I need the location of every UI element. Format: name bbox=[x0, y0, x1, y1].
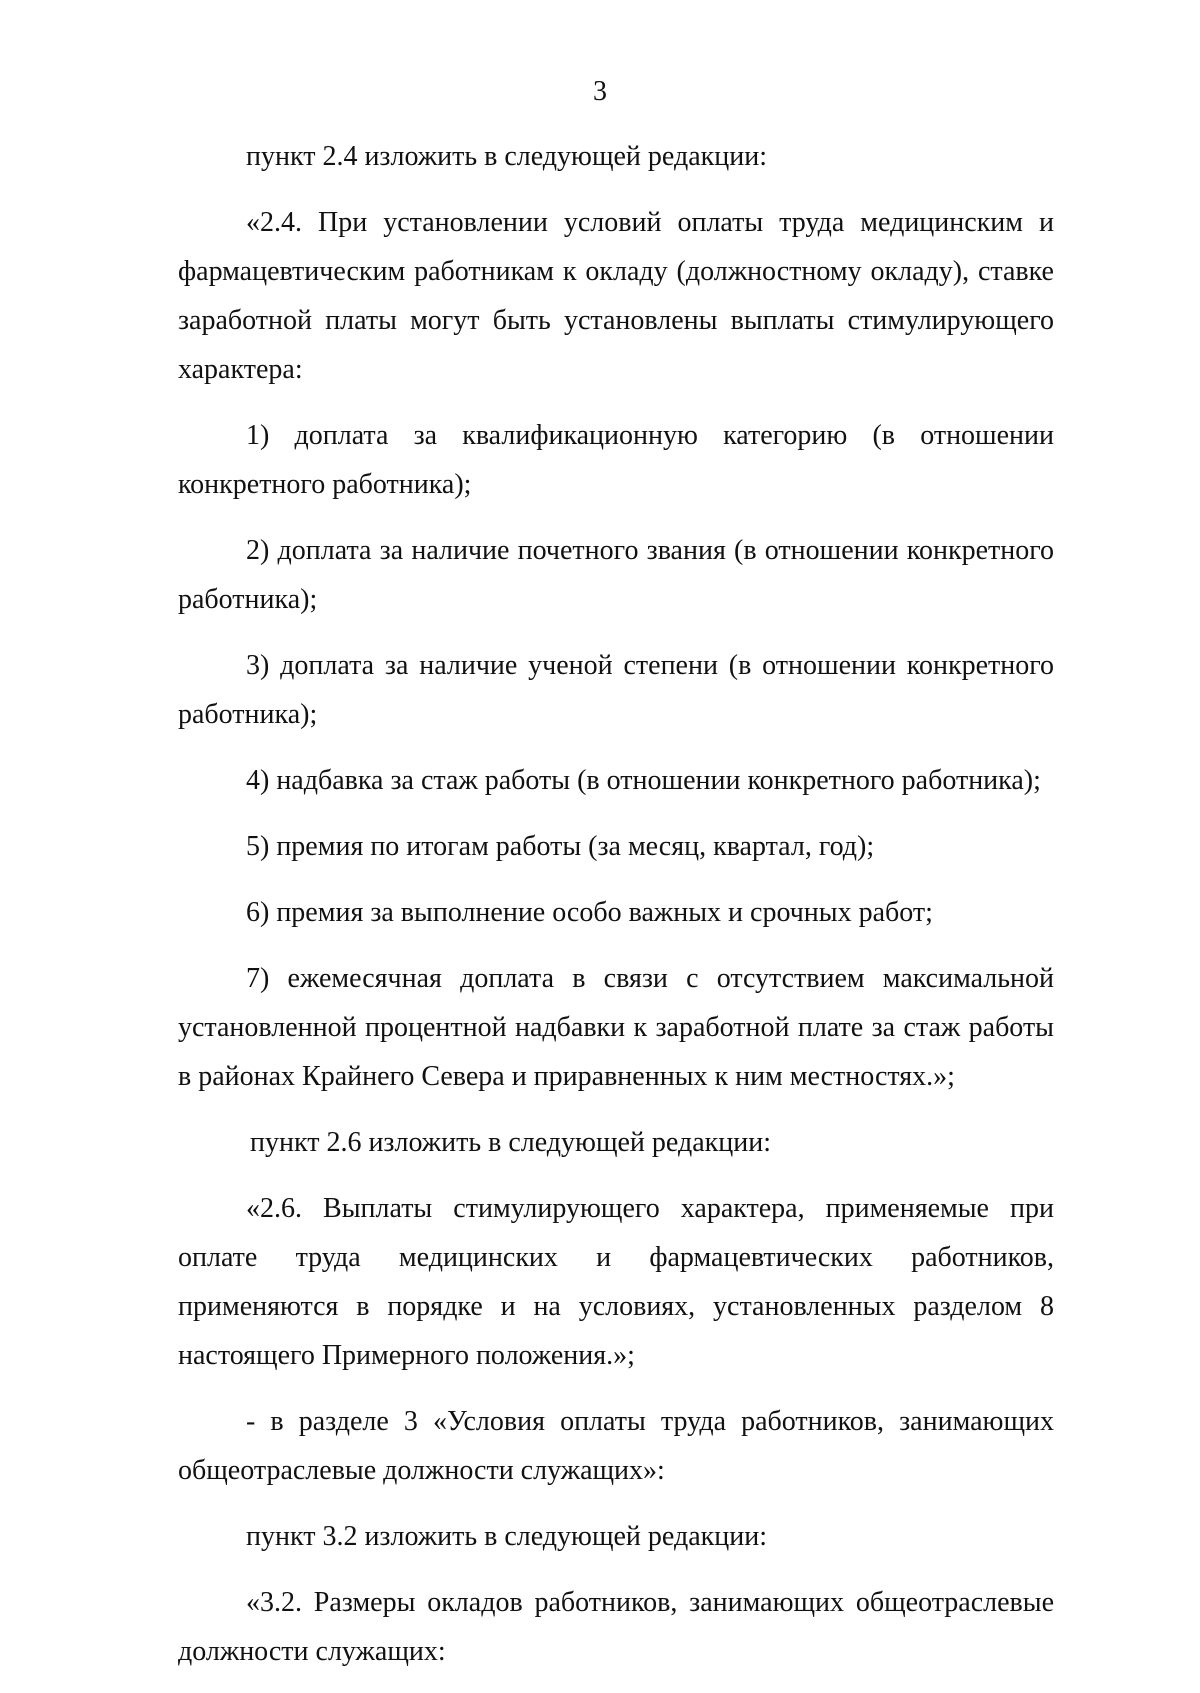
page-number: 3 bbox=[593, 76, 607, 107]
paragraph-clause-2-4-text: «2.4. При установлении условий оплаты труда медицинским и фармацевтическим работникам к окладу (должностному окладу), ставке заработной платы могут быть установлены выплаты стимулирующего характера: bbox=[178, 207, 1054, 385]
paragraph-clause-3-2-intro: пункт 3.2 изложить в следующей редакции: bbox=[246, 1521, 767, 1552]
paragraph-clause-3-2-text: «3.2. Размеры окладов работников, занимающих общеотраслевые должности служащих: bbox=[178, 1587, 1054, 1667]
paragraph-clause-2-4-intro: пункт 2.4 изложить в следующей редакции: bbox=[246, 141, 767, 172]
list-item-2: 2) доплата за наличие почетного звания (в отношении конкретного работника); bbox=[178, 535, 1054, 615]
list-item-6: 6) премия за выполнение особо важных и срочных работ; bbox=[246, 897, 933, 928]
list-item-4: 4) надбавка за стаж работы (в отношении конкретного работника); bbox=[246, 765, 1041, 796]
document-body bbox=[178, 132, 1054, 1693]
paragraph-clause-2-6-text: «2.6. Выплаты стимулирующего характера, применяемые при оплате труда медицинских и фармацевтических работников, применяются в порядке и на условиях, установленных разделом 8 настоящего Примерного положения.»; bbox=[178, 1193, 1054, 1371]
list-item-7: 7) ежемесячная доплата в связи с отсутствием максимальной установленной процентной надбавки к заработной плате за стаж работы в районах Крайнего Севера и приравненных к ним местностях.»; bbox=[178, 963, 1054, 1092]
paragraph-clause-2-6-intro: пункт 2.6 изложить в следующей редакции: bbox=[250, 1127, 771, 1158]
list-item-5: 5) премия по итогам работы (за месяц, квартал, год); bbox=[246, 831, 875, 862]
list-item-3: 3) доплата за наличие ученой степени (в отношении конкретного работника); bbox=[178, 650, 1054, 730]
paragraph-section-3: - в разделе 3 «Условия оплаты труда работников, занимающих общеотраслевые должности служащих»: bbox=[178, 1406, 1054, 1486]
list-item-1: 1) доплата за квалификационную категорию (в отношении конкретного работника); bbox=[178, 420, 1054, 500]
